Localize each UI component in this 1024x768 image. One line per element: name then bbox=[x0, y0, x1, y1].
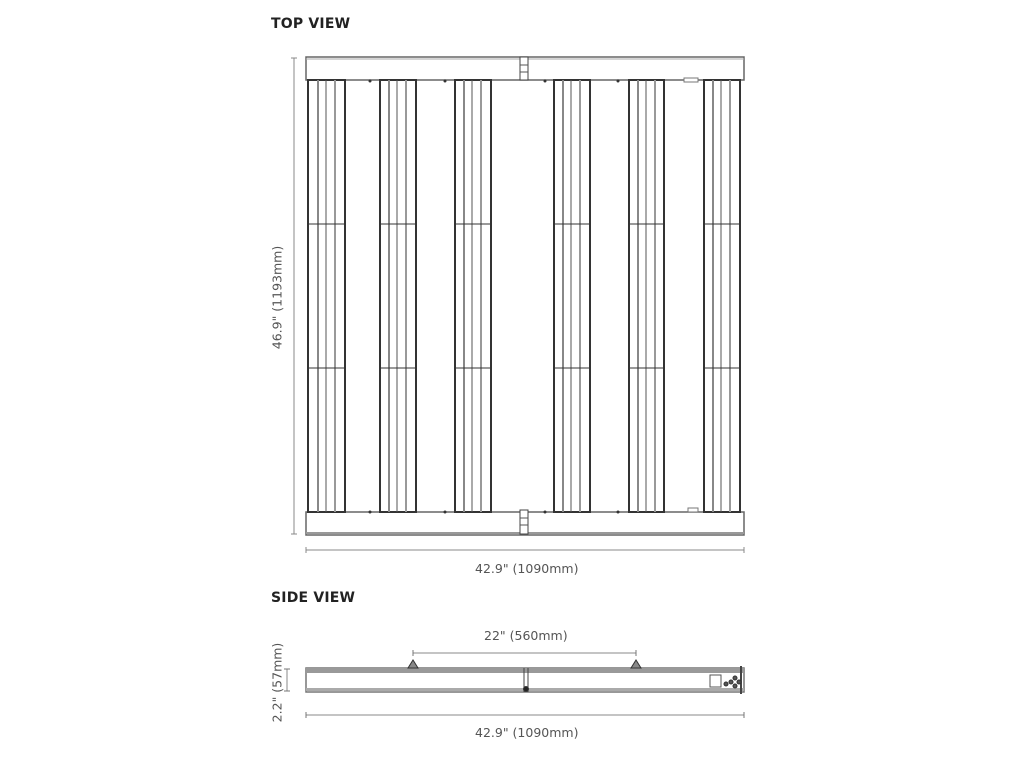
side-view-width-label: 42.9" (1090mm) bbox=[475, 725, 579, 740]
top-view-height-label: 46.9" (1193mm) bbox=[269, 245, 285, 350]
side-view-heading: SIDE VIEW bbox=[271, 590, 356, 606]
side-view-height-label: 2.2" (57mm) bbox=[269, 642, 285, 723]
led-bar bbox=[704, 80, 740, 512]
top-view-heading: TOP VIEW bbox=[271, 16, 351, 32]
side-view-hanger-spacing-label: 22" (560mm) bbox=[484, 628, 568, 643]
led-bar bbox=[629, 80, 664, 512]
led-bar bbox=[455, 80, 491, 512]
led-bar bbox=[380, 80, 416, 512]
led-bar bbox=[554, 80, 590, 512]
led-bar bbox=[308, 80, 345, 512]
top-view-width-label: 42.9" (1090mm) bbox=[475, 561, 579, 576]
